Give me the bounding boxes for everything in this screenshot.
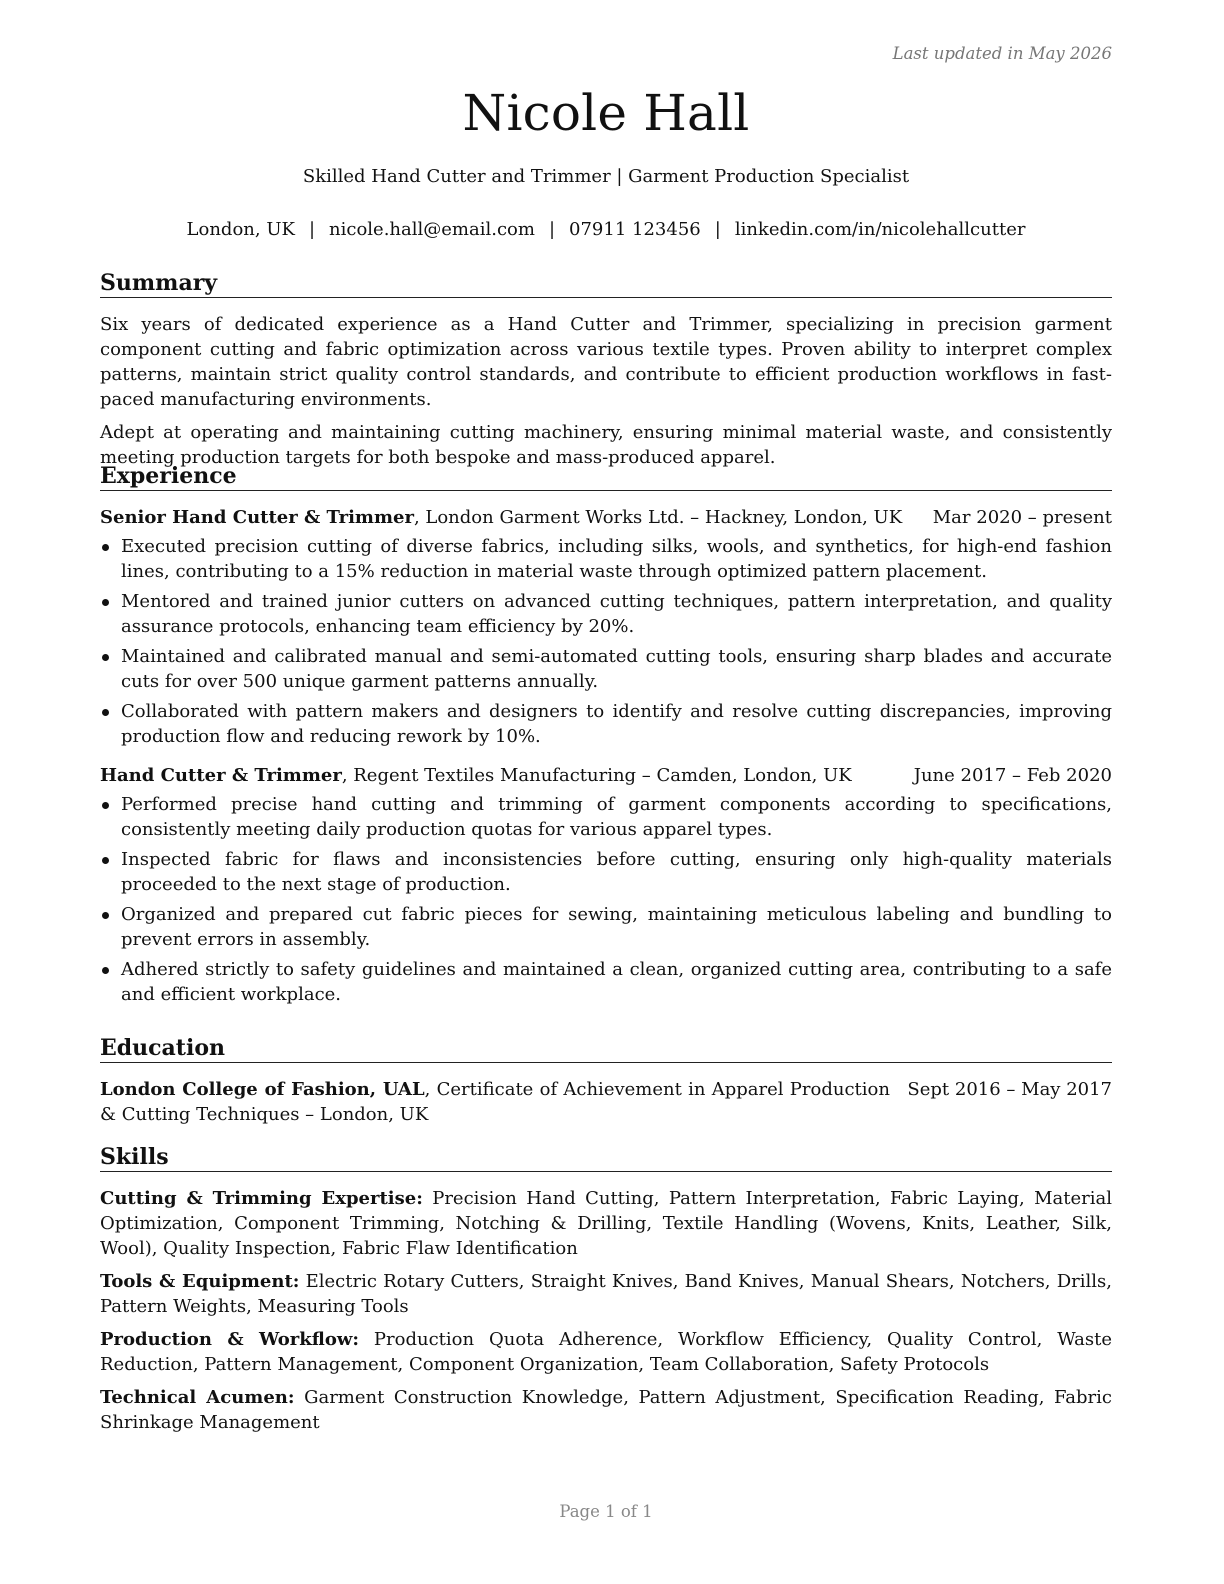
section-title-skills: Skills bbox=[100, 1144, 1112, 1172]
skill-label: Tools & Equipment: bbox=[100, 1271, 300, 1292]
contact-separator: | bbox=[308, 219, 316, 240]
education-dates: Sept 2016 – May 2017 bbox=[907, 1079, 1112, 1100]
bullet-dot bbox=[102, 599, 109, 606]
education-section bbox=[100, 1035, 1112, 1127]
bullet-dot bbox=[102, 709, 109, 716]
skill-group bbox=[100, 1269, 1112, 1319]
job-bullet: Performed precise hand cutting and trimming of garment components according to specifications, consistently meeting daily production quotas for various apparel types. bbox=[100, 792, 1112, 842]
contact-separator: | bbox=[714, 219, 721, 240]
skill-items: Precision Hand Cutting, Pattern Interpretation, Fabric Laying, Material Optimization, Component Trimming, Notching & Drilling, Textile Handling (Wovens, Knits, Leather, Silk, Wool), Quality Inspection, Fabric Flaw Identification bbox=[100, 1188, 1112, 1259]
experience-section bbox=[100, 463, 1112, 1012]
contact-separator: | bbox=[548, 219, 556, 240]
skill-items: Production Quota Adherence, Workflow Efficiency, Quality Control, Waste Reduction, Pattern Management, Component Organization, Team Collaboration, Safety Protocols bbox=[100, 1329, 1112, 1375]
candidate-name: Nicole Hall bbox=[462, 84, 750, 142]
skill-items: Garment Construction Knowledge, Pattern Adjustment, Specification Reading, Fabric Shrinkage Management bbox=[100, 1387, 1112, 1433]
last-updated: Last updated in May 2026 bbox=[892, 44, 1112, 63]
job-header bbox=[100, 763, 1112, 788]
skill-items: Electric Rotary Cutters, Straight Knives, Band Knives, Manual Shears, Notchers, Drills, Pattern Weights, Measuring Tools bbox=[100, 1271, 1112, 1317]
skill-group bbox=[100, 1186, 1112, 1261]
job-bullet: Mentored and trained junior cutters on advanced cutting techniques, pattern interpretation, and quality assurance protocols, enhancing team efficiency by 20%. bbox=[100, 589, 1112, 639]
job-bullet: Maintained and calibrated manual and semi-automated cutting tools, ensuring sharp blades and accurate cuts for over 500 unique garment patterns annually. bbox=[100, 644, 1112, 694]
job-bullet: Executed precision cutting of diverse fabrics, including silks, wools, and synthetics, for high-end fashion lines, contributing to a 15% reduction in material waste through optimized pattern placement. bbox=[100, 534, 1112, 584]
job-entry bbox=[100, 505, 1112, 749]
contact-line bbox=[100, 219, 1112, 240]
page-number: Page 1 of 1 bbox=[559, 1502, 653, 1521]
contact-phone: 07911 123456 bbox=[569, 219, 701, 240]
bullet-dot bbox=[102, 857, 109, 864]
job-company: , London Garment Works Ltd. – Hackney, London, UK bbox=[413, 507, 903, 528]
contact-email[interactable]: nicole.hall@email.com bbox=[329, 219, 535, 240]
section-title-experience: Experience bbox=[100, 463, 1112, 491]
bullet-dot bbox=[102, 802, 109, 809]
bullet-dot bbox=[102, 912, 109, 919]
job-role: Senior Hand Cutter & Trimmer bbox=[100, 507, 414, 528]
job-company: , Regent Textiles Manufacturing – Camden, London, UK bbox=[341, 765, 852, 786]
skill-group bbox=[100, 1327, 1112, 1377]
summary-section bbox=[100, 270, 1112, 470]
contact-location: London, UK bbox=[186, 219, 295, 240]
job-header bbox=[100, 505, 1112, 530]
section-title-education: Education bbox=[100, 1035, 1112, 1063]
education-school: London College of Fashion, UAL bbox=[100, 1079, 425, 1100]
skill-group bbox=[100, 1385, 1112, 1435]
section-title-summary: Summary bbox=[100, 270, 1112, 298]
job-bullets bbox=[100, 534, 1112, 749]
contact-linkedin[interactable]: linkedin.com/in/nicolehallcutter bbox=[734, 219, 1026, 240]
job-bullet: Inspected fabric for flaws and inconsistencies before cutting, ensuring only high-quality materials proceeded to the next stage of production. bbox=[100, 847, 1112, 897]
job-bullets bbox=[100, 792, 1112, 1007]
skill-label: Technical Acumen: bbox=[100, 1387, 295, 1408]
job-role: Hand Cutter & Trimmer bbox=[100, 765, 342, 786]
job-dates: June 2017 – Feb 2020 bbox=[913, 765, 1112, 786]
bullet-dot bbox=[102, 967, 109, 974]
bullet-dot bbox=[102, 544, 109, 551]
tagline: Skilled Hand Cutter and Trimmer | Garment Production Specialist bbox=[302, 166, 910, 187]
job-bullet: Adhered strictly to safety guidelines and maintained a clean, organized cutting area, contributing to a safe and efficient workplace. bbox=[100, 957, 1112, 1007]
job-dates: Mar 2020 – present bbox=[932, 507, 1112, 528]
skill-label: Production & Workflow: bbox=[100, 1329, 359, 1350]
summary-paragraph: Adept at operating and maintaining cutting machinery, ensuring minimal material waste, and consistently meeting production targets for both bespoke and mass-produced apparel. bbox=[100, 422, 1112, 468]
education-entry bbox=[100, 1077, 1112, 1127]
education-detail: , Certificate of Achievement in Apparel Production & Cutting Techniques – London, UK bbox=[100, 1079, 890, 1125]
job-bullet: Organized and prepared cut fabric pieces for sewing, maintaining meticulous labeling and bundling to prevent errors in assembly. bbox=[100, 902, 1112, 952]
bullet-dot bbox=[102, 654, 109, 661]
job-bullet: Collaborated with pattern makers and designers to identify and resolve cutting discrepancies, improving production flow and reducing rework by 10%. bbox=[100, 699, 1112, 749]
skill-label: Cutting & Trimming Expertise: bbox=[100, 1188, 423, 1209]
summary-paragraph: Six years of dedicated experience as a Hand Cutter and Trimmer, specializing in precision garment component cutting and fabric optimization across various textile types. Proven ability to interpret complex patterns, maintain strict quality control standards, and contribute to efficient production workflows in fast-paced manufacturing environments. bbox=[100, 314, 1112, 410]
job-entry bbox=[100, 763, 1112, 1007]
skills-section bbox=[100, 1144, 1112, 1435]
